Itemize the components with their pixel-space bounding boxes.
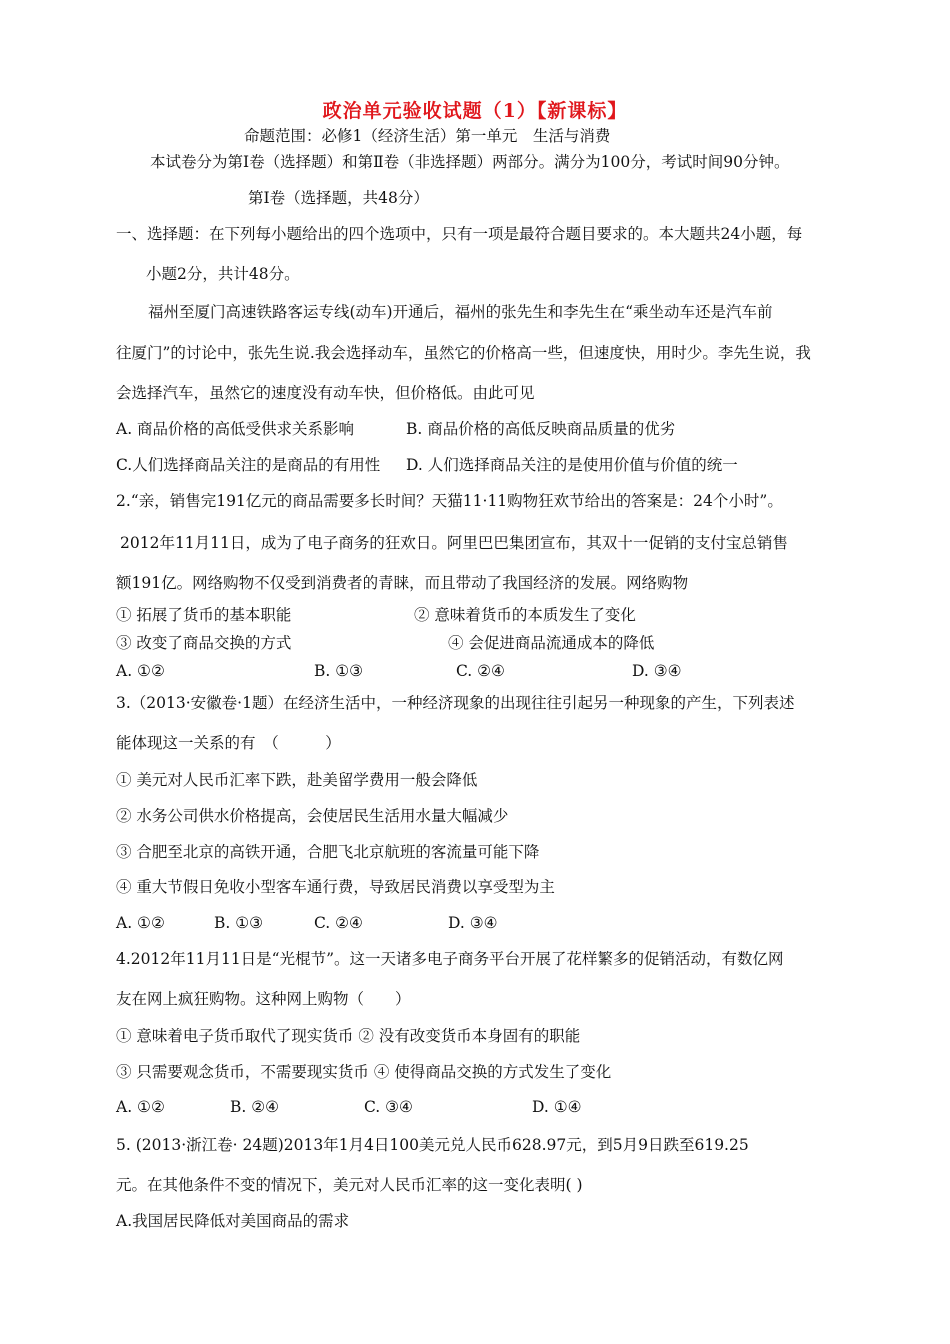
option-c: C. ②④ bbox=[456, 662, 505, 680]
q3-stem: 3.（2013·安徽卷·1题）在经济生活中，一种经济现象的出现往往引起另一种现象的产生，下列表述 bbox=[116, 694, 795, 712]
part-heading: 第Ⅰ卷（选择题，共48分） bbox=[248, 189, 429, 207]
q5-stem: 元。在其他条件不变的情况下，美元对人民币汇率的这一变化表明( ) bbox=[116, 1176, 583, 1194]
option-a: A. ①② bbox=[116, 662, 165, 680]
q1-stem: 会选择汽车，虽然它的速度没有动车快，但价格低。由此可见 bbox=[116, 384, 535, 402]
page-title: 政治单元验收试题（1）【新课标】 bbox=[322, 100, 628, 122]
q2-stem: 额191亿。网络购物不仅受到消费者的青睐，而且带动了我国经济的发展。网络购物 bbox=[116, 574, 689, 592]
q4-item: ① 意味着电子货币取代了现实货币 ② 没有改变货币本身固有的职能 bbox=[116, 1027, 581, 1045]
option-c: C.人们选择商品关注的是商品的有用性 bbox=[116, 456, 381, 474]
scope-line: 命题范围：必修1（经济生活）第一单元 生活与消费 bbox=[244, 127, 611, 145]
q4-stem: 4.2012年11月11日是“光棍节”。这一天诸多电子商务平台开展了花样繁多的促销活动，有数亿网 bbox=[116, 950, 784, 968]
option-a: A. ①② bbox=[116, 914, 165, 932]
section-instruction-cont: 小题2分，共计48分。 bbox=[146, 265, 300, 283]
q3-item: ① 美元对人民币汇率下跌，赴美留学费用一般会降低 bbox=[116, 771, 478, 789]
option-b: B. 商品价格的高低反映商品质量的优劣 bbox=[406, 420, 676, 438]
q5-option-a: A.我国居民降低对美国商品的需求 bbox=[116, 1212, 350, 1230]
option-b: B. ①③ bbox=[314, 662, 364, 680]
q1-stem: 往厦门”的讨论中，张先生说.我会选择动车，虽然它的价格高一些，但速度快，用时少。李先生说，我 bbox=[116, 344, 811, 362]
q3-item: ③ 合肥至北京的高铁开通，合肥飞北京航班的客流量可能下降 bbox=[116, 843, 540, 861]
option-d: D. ③④ bbox=[632, 662, 682, 680]
q2-stem: 2012年11月11日，成为了电子商务的狂欢日。阿里巴巴集团宣布，其双十一促销的支付宝总销售 bbox=[120, 534, 788, 552]
item-4: ④ 会促进商品流通成本的降低 bbox=[448, 634, 655, 652]
q2-stem: 2.“亲，销售完191亿元的商品需要多长时间？天猫11·11购物狂欢节给出的答案是：24个小时”。 bbox=[116, 492, 783, 510]
q3-item: ④ 重大节假日免收小型客车通行费，导致居民消费以享受型为主 bbox=[116, 878, 555, 896]
q3-stem: 能体现这一关系的有 （ ） bbox=[116, 734, 341, 752]
item-1: ① 拓展了货币的基本职能 bbox=[116, 606, 292, 624]
q4-stem: 友在网上疯狂购物。这种网上购物（ ） bbox=[116, 990, 411, 1008]
option-d: D. ①④ bbox=[532, 1098, 582, 1116]
intro-line: 本试卷分为第Ⅰ卷（选择题）和第Ⅱ卷（非选择题）两部分。满分为100分，考试时间90分钟。 bbox=[150, 153, 790, 171]
q1-stem: 福州至厦门高速铁路客运专线(动车)开通后，福州的张先生和李先生在“乘坐动车还是汽车前 bbox=[148, 303, 773, 321]
q3-item: ② 水务公司供水价格提高，会使居民生活用水量大幅减少 bbox=[116, 807, 509, 825]
q4-item: ③ 只需要观念货币，不需要现实货币 ④ 使得商品交换的方式发生了变化 bbox=[116, 1063, 612, 1081]
option-c: C. ③④ bbox=[364, 1098, 413, 1116]
option-b: B. ①③ bbox=[214, 914, 264, 932]
option-c: C. ②④ bbox=[314, 914, 363, 932]
option-b: B. ②④ bbox=[230, 1098, 280, 1116]
option-a: A. ①② bbox=[116, 1098, 165, 1116]
q5-stem: 5. (2013·浙江卷· 24题)2013年1月4日100美元兑人民币628.97元，到5月9日跌至619.25 bbox=[116, 1136, 749, 1154]
option-d: D. ③④ bbox=[448, 914, 498, 932]
section-instruction: 一、选择题：在下列每小题给出的四个选项中，只有一项是最符合题目要求的。本大题共24小题，每 bbox=[116, 225, 803, 243]
option-a: A. 商品价格的高低受供求关系影响 bbox=[116, 420, 355, 438]
option-d: D. 人们选择商品关注的是使用价值与价值的统一 bbox=[406, 456, 738, 474]
item-2: ② 意味着货币的本质发生了变化 bbox=[414, 606, 636, 624]
item-3: ③ 改变了商品交换的方式 bbox=[116, 634, 292, 652]
